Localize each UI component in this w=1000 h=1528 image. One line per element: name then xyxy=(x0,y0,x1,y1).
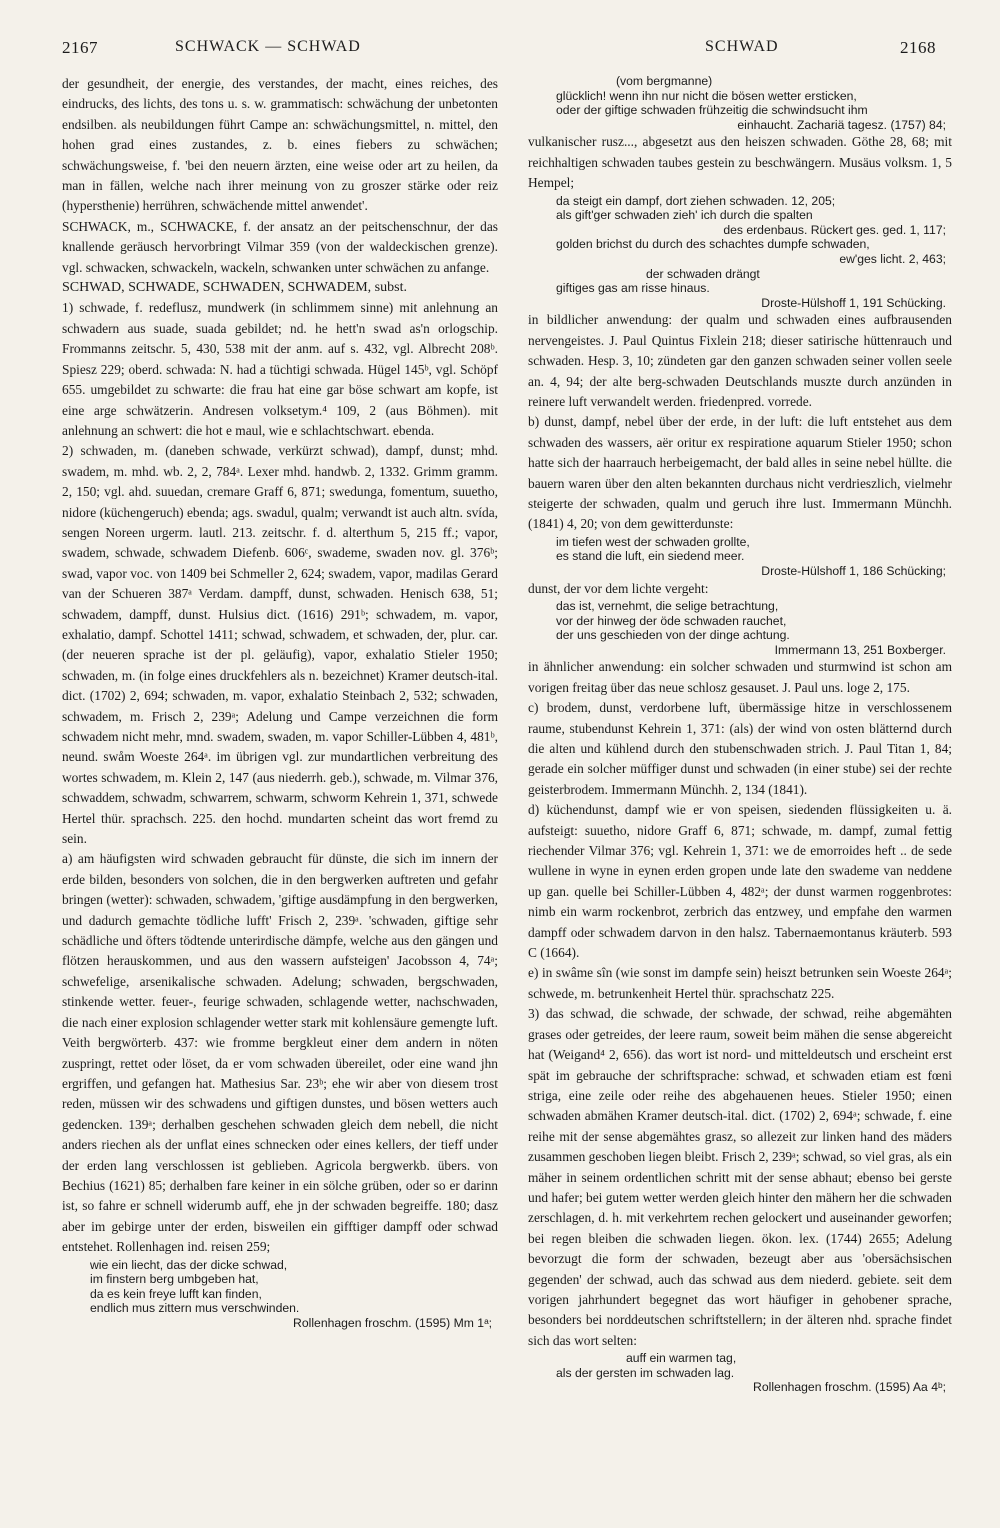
quote-line: wie ein liecht, das der dicke schwad, xyxy=(90,1257,288,1272)
left-column xyxy=(62,74,498,1474)
entry-schwach-continuation: der gesundheit, der energie, des verstandes, der macht, eines reiches, des eindrucks, des lichts, des tons u. s. w. grammatisch: schwächung der unbetonten endsilben. als neubildungen führt Campe an: schwächungsmittel, n. mittel, den hohen grad eines zustandes, z. b. eines fiebers zu schwächen; schwächungsweise, f. 'bei den neuern ärzten, eine weise oder art zu heilen, da man in fällen, welche nach ihrer meinung von zu groszer stärke oder reiz (hypersthenie) herrühren, schwächende mittel anwendet'. xyxy=(62,76,498,214)
sense-3-schwad: 3) das schwad, die schwade, der schwade, der schwad, reihe abgemähten grases oder getreides, der leere raum, soweit beim mähen die sense abgereicht hat (Weigand⁴ 2, 656). das wort ist nord- und mitteldeutsch und erscheint erst spät im gebrauche der schriftsprache: schwad, et schwaden etiam est fœni striga, eine zeile oder reihe des abgehauenen heues. Stieler 1950; einen schwaden abmähen Kramer deutsch-ital. dict. (1702) 2, 694ᵃ; schwade, f. eine reihe mit der sense abgemähtes grasz, so allezeit zur linken hand des mäders zusammen geschoben liegen bleibt. Frisch 2, 239ᵃ; schwad, so viel gras, als ein mäher in seinem ordentlichen schritt mit der sense abhaut; ebenso bei gerste und hafer; bei gutem wetter werden gleich hinter den mähern her die schwaden zerschlagen, d. h. mit verkehrtem rechen gelockert und auseinander geworfen; bei regen bleiben die schwaden liegen. ökon. lex. (1744) 2655; Adelung bevorzugt die form der schwaden, bezeugt aber aus 'obersächsischen gegenden' der schwad, auch das schwad aus dem niederd. gebiete. seit dem vorigen jahrhundert begegnet das wort häufiger in gehobener sprache, besonders bei norddeutschen schriftstellern; in der älteren nhd. sprache findet sich das wort selten: xyxy=(528,1006,952,1348)
sense-2a-bergwerk: a) am häufigsten wird schwaden gebraucht für dünste, die sich im innern der erde bilden, besonders von solchen, die in den bergwerken auftreten und gefahr bringen (wetter): schwaden, schwadem, 'giftige ausdämpfung in den bergwerken, und dadurch gemachte tödliche lufft' Frisch 2, 239ᵃ. 'schwaden, giftige sehr schädliche und öfters tödtende unterirdische dämpfe, welche aus den gängen und flötzen herauskommen, und aus den wassern aufsteigen' Jacobsson 4, 74ᵃ; schwefelige, arsenikalische schwaden. Adelung; schwaden, bergschwaden, stinkende wetter. feuer-, feurige schwaden, schlagende wetter, nachschwaden, die nach einer explosion schlagender wetter stark mit kohlensäure gemengte luft. Veith bergwörterb. 437: wie fromme bergkleut einer dem andern in nöten zuspringt, rettet oder löset, da er vom schwaden übereilet, oder eine wand jhn ergriffen, und gefangen hat. Mathesius Sar. 23ᵇ; ehe wir aber von diesem trost reden, müssen wir des schwadens und giftigen dunstes, und bösen wetters auch gedencken. 139ᵃ; derhalben geschehen schwaden gleich dem nebell, die nicht anders riechen als der unflat eines schnecken oder eines kellers, der tieff under der erden lang verschlossen ist geblieben. Agricola bergwerkb. übers. von Bechius (1621) 85; derhalben fare keiner in ein sölche grüben, oder so er darinn ist, so fahre er schnell widerumb auff, ehe jn der schwaden begreiffe. 180; dasz aber im gebirge unter der erden, bisweilen ein gifftiger dampff oder schwad entstehet. Rollenhagen ind. reisen 259; xyxy=(62,851,498,1255)
quote-line: das ist, vernehmt, die selige betrachtung, xyxy=(556,599,779,613)
quote-source: Droste-Hülshoff 1, 186 Schücking; xyxy=(761,564,946,578)
sense-2e-betrunken: e) in swâme sîn (wie sonst im dampfe sein) heiszt betrunken sein Woeste 264ᵃ; schwede, m. betrunkenheit Hertel thür. sprachschatz 225. xyxy=(528,965,952,1001)
quote-source: Rollenhagen froschm. (1595) Aa 4ᵇ; xyxy=(753,1380,946,1395)
quote-zachariae xyxy=(536,74,952,132)
paragraph-aehnlich: in ähnlicher anwendung: ein solcher schwaden und sturmwind ist schon am vorigen freitag über das neue schlosz gesauset. J. Paul uns. loge 2, 175. xyxy=(528,659,952,695)
quote-line: da es kein freye lufft kan finden, xyxy=(90,1286,262,1301)
sense-1-schwade: 1) schwade, f. redeflusz, mundwerk (in schlimmem sinne) mit anlehnung an schwadern aus suade, suada gebildet; nd. he hett'n swad as'n orlogschip. Frommanns zeitschr. 5, 430, 538 mit der anm. auf s. 432, vgl. Albrecht 208ᵇ. Spiesz 229; oberd. schwada: N. had a tüchtigi schwada. Hügel 145ᵇ, vgl. Schöpf 655. umgebildet zu schwarte: die frau hat eine gar böse schwart am kopfe, ist eine arge schwätzerin. Andresen volksetym.⁴ 109, 2 (aus Böhmen). mit anlehnung an schwert: die hot e maul, wie e schlachtschwart. ebenda. xyxy=(62,300,498,438)
right-running-head: SCHWAD xyxy=(705,38,779,55)
quote-line: auff ein warmen tag, xyxy=(626,1351,737,1366)
right-column xyxy=(528,74,952,1474)
left-running-head: SCHWACK — SCHWAD xyxy=(175,38,361,55)
quote-line: der uns geschieden von der dinge achtung. xyxy=(556,628,790,643)
quote-line: da steigt ein dampf, dort ziehen schwaden. 12, 205; xyxy=(556,193,836,208)
quote-source: des erdenbaus. Rückert ges. ged. 1, 117; xyxy=(723,222,946,237)
quote-droste-2 xyxy=(536,535,952,579)
quote-line: als gift'ger schwaden zieh' ich durch die spalten xyxy=(556,208,813,223)
quote-source: Droste-Hülshoff 1, 191 Schücking. xyxy=(761,295,946,310)
sense-2d-kuechendunst: d) küchendunst, dampf wie er von speisen, siedenden flüssigkeiten u. ä. aufsteigt: suuetho, nidore Graff 6, 871; schwade, m. dampf, zumal fettig riechender Vilmar 376; vgl. Kehrein 1, 371: we de emorroides heft .. de sede wullene in wyne in eynen erden gropen unde late den swademe van neddene up gan. quelle bei Schiller-Lübben 4, 482ᵃ; der dunst warmen roggenbrotes: nimb ein warm rockenbrot, zerbrich das entzwey, und empfahe den warmen dampff oder schwadem darvon in den halsz. Tabernaemontanus kräuterb. 593 C (1664). xyxy=(528,802,952,961)
quote-line: im tiefen west der schwaden grollte, xyxy=(556,534,750,549)
quote-rollenhagen xyxy=(70,1258,498,1331)
quote-line: golden brichst du durch des schachtes dumpfe schwaden, xyxy=(556,237,870,252)
quote-droste-1 xyxy=(536,267,952,311)
quote-line: endlich mus zittern mus verschwinden. xyxy=(90,1301,300,1316)
entry-schwad-headword: SCHWAD, SCHWADE, SCHWADEN, SCHWADEM, subst. xyxy=(62,280,407,296)
sense-2c-brodem: c) brodem, dunst, verdorbene luft, übermässige hitze in verschlossenem raume, stubendunst Kehrein 1, 371: (als) der wind von osten blätternd durch die alten und kühlend durch den stubenschwaden strich. J. Paul Titan 1, 84; gerade ein solcher müffiger dunst und schwaden (in einer stube) sei der rechte geisterbrodem. Immermann Münchh. 2, 134 (1841). xyxy=(528,700,952,797)
quote-line: es stand die luft, ein siedend meer. xyxy=(556,549,745,564)
quote-immermann xyxy=(536,599,952,657)
paragraph-bildlich: in bildlicher anwendung: der qualm und schwaden eines aufbrausenden nervengeistes. J. Paul Quintus Fixlein 218; dieser satirische hüttenrauch und schwaden. Hesp. 3, 10; zündeten gar den ganzen schwaden seiner vollen seele an. 4, 94; der alte berg-schwaden Deutschlands muszte durch anzünden in reinere luft verwandelt werden. friedenpred. vorrede. xyxy=(528,312,952,409)
quote-caption: (vom bergmanne) xyxy=(616,74,713,88)
quote-source: ew'ges licht. 2, 463; xyxy=(839,251,946,266)
quote-rollenhagen-2 xyxy=(536,1351,952,1395)
quote-line: der schwaden drängt xyxy=(646,266,760,281)
quote-source: einhaucht. Zachariä tagesz. (1757) 84; xyxy=(737,117,946,132)
left-page-number: 2167 xyxy=(62,38,98,57)
quote-line: glücklich! wenn ihn nur nicht die bösen wetter ersticken, xyxy=(556,88,857,103)
quote-line: giftiges gas am risse hinaus. xyxy=(556,281,710,296)
quote-golden xyxy=(536,237,952,266)
entry-schwack: SCHWACK, m., SCHWACKE, f. der ansatz an der peitschenschnur, der das knallende geräusch hervorbringt Vilmar 359 (von der waldeckischen grenze). vgl. schwacken, schwackeln, wackeln, schwanken unter schwächen zu anfange. xyxy=(62,218,498,275)
quote-rueckert xyxy=(536,194,952,238)
quote-line: als der gersten im schwaden lag. xyxy=(556,1365,735,1380)
quote-line: im finstern berg umbgeben hat, xyxy=(90,1272,259,1287)
right-page-number: 2168 xyxy=(900,38,936,57)
quote-source: Rollenhagen froschm. (1595) Mm 1ᵃ; xyxy=(293,1315,492,1330)
paragraph-goethe: vulkanischer rusz..., abgesetzt aus den heiszen schwaden. Göthe 28, 68; mit reichhaltigen schwaden taubes gestein zu beschwängern. Musäus volksm. 1, 5 Hempel; xyxy=(528,134,952,191)
sense-2b-dunst: b) dunst, dampf, nebel über der erde, in der luft: die luft entstehet aus dem schwaden des wassers, aër oritur ex respiratione aquarum Stieler 1950; schon hatte sich der haarrauch herbeigemacht, der bald alles in seine nebel hüllte. die bauern waren über den alten bekannten durchaus nicht verdrieszlich, vielmehr steigerte der schwaden, qualm und geruch ihre lust. Immermann Münchh. (1841) 4, 20; von dem gewitterdunste: xyxy=(528,414,952,532)
sense-2-schwaden: 2) schwaden, m. (daneben schwade, verkürzt schwad), dampf, dunst; mhd. swadem, m. mhd. wb. 2, 2, 784ᵃ. Lexer mhd. handwb. 2, 1332. Grimm gramm. 2, 150; vgl. ahd. suuedan, cremare Graff 6, 871; swedunga, fomentum, suuetho, nidore (küchengeruch) ebenda; ags. swadul, qualm; verwandt ist auch altn. svída, sengen Noreen urgerm. lautl. 213. zeitschr. f. d. alterthum 5, 215 ff.; vapor, swadem, schwade, schwadem Diefenb. 606ᶜ, swademe, swaden nov. gl. 376ᵇ; swad, vapor voc. von 1409 bei Schmeller 2, 624; swadem, vapor, madilas Gerard van der Schueren 387ᵃ Verdam. dampff, dunst, schwaden. Henisch 638, 51; schwadem, dampff, dunst. Hulsius dict. (1616) 291ᵇ; schwadem, m. vapor, exhalatio, dampf. Schottel 1411; schwad, schwadem, et schwaden, der, plur. car. (der neueren sprache ist der pl. geläufig), vapor, exhalatio Stieler 1950; schwaden, m. (in folge eines druckfehlers als n. bezeichnet) Kramer deutsch-ital. dict. (1702) 2, 694; schwaden, m. vapor, exhalatio Steinbach 2, 532; schwaden, schwadem, m. Frisch 2, 239ᵃ; Adelung und Campe verzeichnen die form schwadem nicht mehr, mnd. swadem, swaden, m. vapor Schiller-Lübben 4, 481ᵇ, neund. swåm Woeste 264ᵃ. im übrigen vgl. zur mundartlichen verbreitung des wortes schwadem, m. Klein 2, 147 (aus niederrh. geb.), schwade, m. Vilmar 376, schwaddem, schwadm, schwarrem, schwarm, schworm Kehrein 1, 371, schwede Hertel thür. sprachsch. 225. den hochd. mundarten scheint das wort fremd zu sein. xyxy=(62,443,498,847)
quote-line: vor der hinweg der öde schwaden rauchet, xyxy=(556,613,787,628)
paragraph-licht: dunst, der vor dem lichte vergeht: xyxy=(528,580,709,596)
quote-source: Immermann 13, 251 Boxberger. xyxy=(774,642,946,657)
quote-line: oder der giftige schwaden frühzeitig die schwindsucht ihm xyxy=(556,103,868,118)
